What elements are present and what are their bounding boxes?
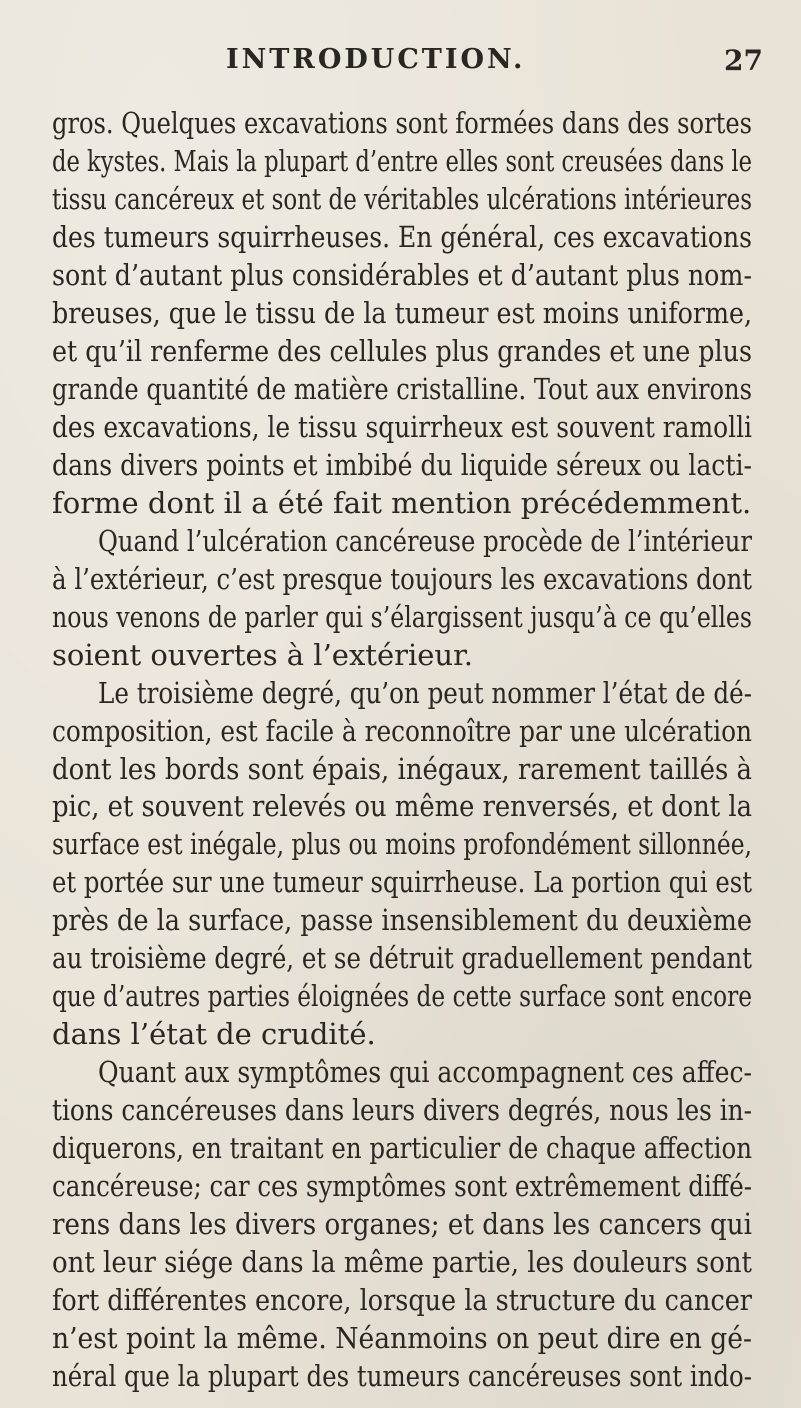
text-line-content: des tumeurs squirrheuses. En général, ces excavations: [52, 219, 752, 254]
text-line-content: dont les bords sont épais, inégaux, rarement taillés à: [52, 751, 752, 786]
text-line: [0, 675, 801, 713]
text-line: [0, 333, 801, 371]
text-line-content: dans l’état de crudité.: [52, 1017, 376, 1052]
text-line: [0, 713, 801, 751]
text-line: [0, 1320, 801, 1358]
text-line: [0, 1358, 801, 1396]
text-line: [0, 864, 801, 902]
text-line-content: surface est inégale, plus ou moins profondément sillonnée,: [52, 827, 752, 862]
text-line-content: tissu cancéreux et sont de véritables ulcérations intérieures: [52, 181, 752, 216]
text-line: [0, 105, 801, 143]
text-line: [0, 1168, 801, 1206]
text-line: [0, 599, 801, 637]
text-line-content: fort différentes encore, lorsque la structure du cancer: [52, 1283, 752, 1318]
text-line: [0, 447, 801, 485]
text-line-content: que d’autres parties éloignées de cette surface sont encore: [52, 979, 752, 1014]
page-number: 27: [724, 44, 763, 77]
text-line: [0, 561, 801, 599]
text-line-content: ont leur siége dans la même partie, les douleurs sont: [52, 1245, 752, 1280]
text-line-content: de kystes. Mais la plupart d’entre elles sont creusées dans le: [52, 143, 752, 178]
text-line: [0, 409, 801, 447]
text-line-content: Le troisième degré, qu’on peut nommer l’état de dé-: [98, 675, 752, 710]
text-line-content: néral que la plupart des tumeurs cancéreuses sont indo-: [52, 1359, 752, 1394]
text-line: [0, 1054, 801, 1092]
text-line: [0, 1244, 801, 1282]
text-line-content: gros. Quelques excavations sont formées dans des sortes: [52, 106, 752, 140]
text-line-content: pic, et souvent relevés ou même renversés, et dont la: [52, 789, 752, 824]
text-line: [0, 1206, 801, 1244]
text-line: [0, 940, 801, 978]
text-line-content: dans divers points et imbibé du liquide séreux ou lacti-: [52, 447, 752, 482]
text-line-content: n’est point la même. Néanmoins on peut dire en gé-: [52, 1321, 752, 1356]
text-line-content: Quant aux symptômes qui accompagnent ces affec-: [98, 1055, 752, 1090]
text-line: [0, 902, 801, 940]
text-line: [0, 485, 801, 523]
text-line: [0, 978, 801, 1016]
text-line: [0, 295, 801, 333]
text-line-content: au troisième degré, et se détruit graduellement pendant: [52, 941, 752, 976]
text-line-content: Quand l’ulcération cancéreuse procède de l’intérieur: [98, 523, 752, 558]
text-line-content: et portée sur une tumeur squirrheuse. La portion qui est: [52, 865, 752, 900]
text-line-content: sont d’autant plus considérables et d’autant plus nom-: [52, 257, 752, 292]
text-line: [0, 143, 801, 181]
text-line: [0, 181, 801, 219]
text-line-content: breuses, que le tissu de la tumeur est moins uniforme,: [52, 295, 752, 330]
text-line: [0, 788, 801, 826]
text-line: [0, 219, 801, 257]
text-line-content: tions cancéreuses dans leurs divers degrés, nous les in-: [52, 1093, 752, 1128]
text-line-content: près de la surface, passe insensiblement du deuxième: [52, 903, 752, 938]
text-line-content: et qu’il renferme des cellules plus grandes et une plus: [52, 333, 752, 368]
text-line: [0, 826, 801, 864]
text-line-content: des excavations, le tissu squirrheux est souvent ramolli: [52, 409, 752, 444]
text-line: [0, 1092, 801, 1130]
running-title: INTRODUCTION.: [226, 44, 526, 75]
text-line-content: nous venons de parler qui s’élargissent jusqu’à ce qu’elles: [52, 599, 752, 634]
text-line-content: diquerons, en traitant en particulier de chaque affection: [52, 1131, 752, 1166]
text-line: [0, 1016, 801, 1054]
text-line-content: soient ouvertes à l’extérieur.: [52, 637, 473, 672]
text-line: [0, 371, 801, 409]
text-line-content: à l’extérieur, c’est presque toujours les excavations dont: [52, 561, 752, 596]
text-line-content: grande quantité de matière cristalline. Tout aux environs: [52, 371, 752, 406]
text-line: [0, 523, 801, 561]
text-line: [0, 257, 801, 295]
text-line-content: forme dont il a été fait mention précédemment.: [52, 485, 752, 520]
text-line-content: rens dans les divers organes; et dans les cancers qui: [52, 1207, 752, 1242]
text-line: [0, 1282, 801, 1320]
text-line-content: composition, est facile à reconnoître par une ulcération: [52, 713, 752, 748]
text-line-content: cancéreuse; car ces symptômes sont extrêmement diffé-: [52, 1169, 752, 1204]
text-line: [0, 637, 801, 675]
text-line: [0, 1130, 801, 1168]
text-line: [0, 751, 801, 789]
